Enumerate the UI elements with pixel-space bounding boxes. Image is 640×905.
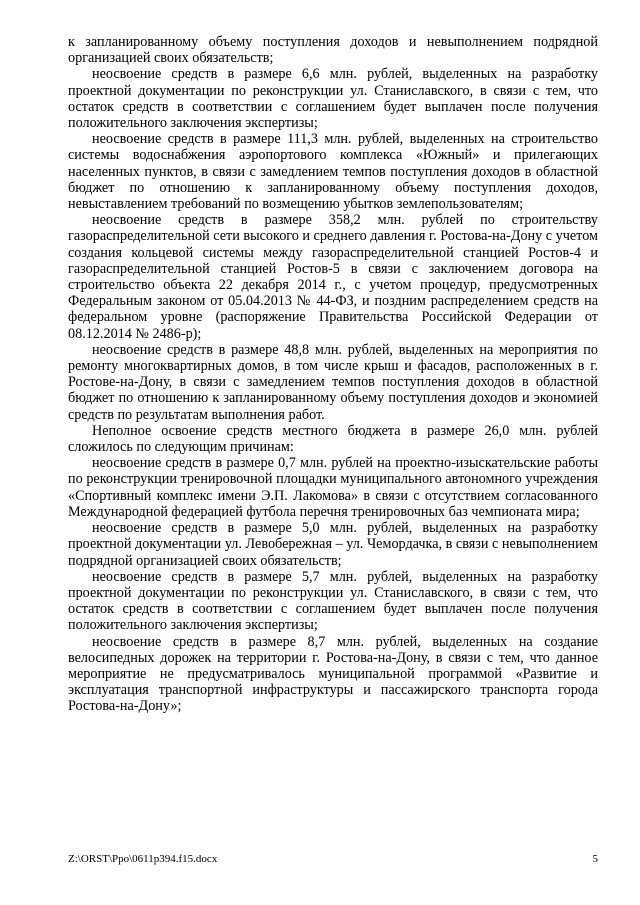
- paragraph-7: неосвоение средств в размере 0,7 млн. рублей на проектно-изыскательские работы по реконструкции тренировочной площадки муниципального автономного учреждения «Спортивный комплекс имени Э.П. Лакомова» в связи с отсутствием согласованного Международной федерацией футбола перечня тренировочных баз чемпионата мира;: [68, 455, 598, 520]
- paragraph-6: Неполное освоение средств местного бюджета в размере 26,0 млн. рублей сложилось по следующим причинам:: [68, 422, 598, 456]
- document-page: [68, 34, 598, 715]
- file-path: Z:\ORST\Ppo\0611p394.f15.docx: [68, 853, 218, 865]
- paragraph-2: неосвоение средств в размере 6,6 млн. рублей, выделенных на разработку проектной документации по реконструкции ул. Станиславского, в связи с тем, что остаток средств в соответствии с соглашением будет выплачен после получения положительного заключения экспертизы;: [68, 66, 598, 132]
- paragraph-4: неосвоение средств в размере 358,2 млн. рублей по строительству газораспределительной сети высокого и среднего давления г. Ростова-на-Дону с учетом создания кольцевой системы между газораспределительной станцией Ростов-4 и газораспределительной станцией Ростов-5 в связи с заключением договора на строительство объекта 22 декабря 2014 г., с учетом процедур, предусмотренных Федеральным законом от 05.04.2013 № 44-ФЗ, и поздним распределением средств на федеральном уровне (распоряжение Правительства Российской Федерации от 08.12.2014 № 2486-р);: [68, 212, 598, 342]
- paragraph-9: неосвоение средств в размере 5,7 млн. рублей, выделенных на разработку проектной документации по реконструкции ул. Станиславского, в связи с тем, что остаток средств в соответствии с соглашением будет выплачен после получения положительного заключения экспертизы;: [68, 568, 598, 634]
- paragraph-5: неосвоение средств в размере 48,8 млн. рублей, выделенных на мероприятия по ремонту многоквартирных домов, в том числе крыш и фасадов, расположенных в г. Ростове-на-Дону, в связи с замедлением темпов поступления доходов в областной бюджет по отношению к запланированному объему поступления доходов и экономией средств по результатам выполнения работ.: [68, 341, 598, 423]
- paragraph-8: неосвоение средств в размере 5,0 млн. рублей, выделенных на разработку проектной документации ул. Левобережная – ул. Чемордачка, в связи с невыполнением подрядной организацией своих обязательств;: [68, 520, 598, 569]
- paragraph-3: неосвоение средств в размере 111,3 млн. рублей, выделенных на строительство системы водоснабжения аэропортового комплекса «Южный» и прилегающих населенных пунктов, в связи с замедлением темпов поступления доходов в областной бюджет по отношению к запланированному объему поступления доходов, невыставлением требований по возмещению убытков землепользователям;: [68, 131, 598, 213]
- paragraph-1: к запланированному объему поступления доходов и невыполнением подрядной организацией своих обязательств;: [68, 34, 598, 67]
- page-number: 5: [592, 853, 598, 865]
- paragraph-10: неосвоение средств в размере 8,7 млн. рублей, выделенных на создание велосипедных дорожек на территории г. Ростова-на-Дону, в связи с тем, что данное мероприятие не предусматривалось муниципальной программой «Развитие и эксплуатация транспортной инфраструктуры и пассажирского транспорта города Ростова-на-Дону»;: [68, 633, 598, 715]
